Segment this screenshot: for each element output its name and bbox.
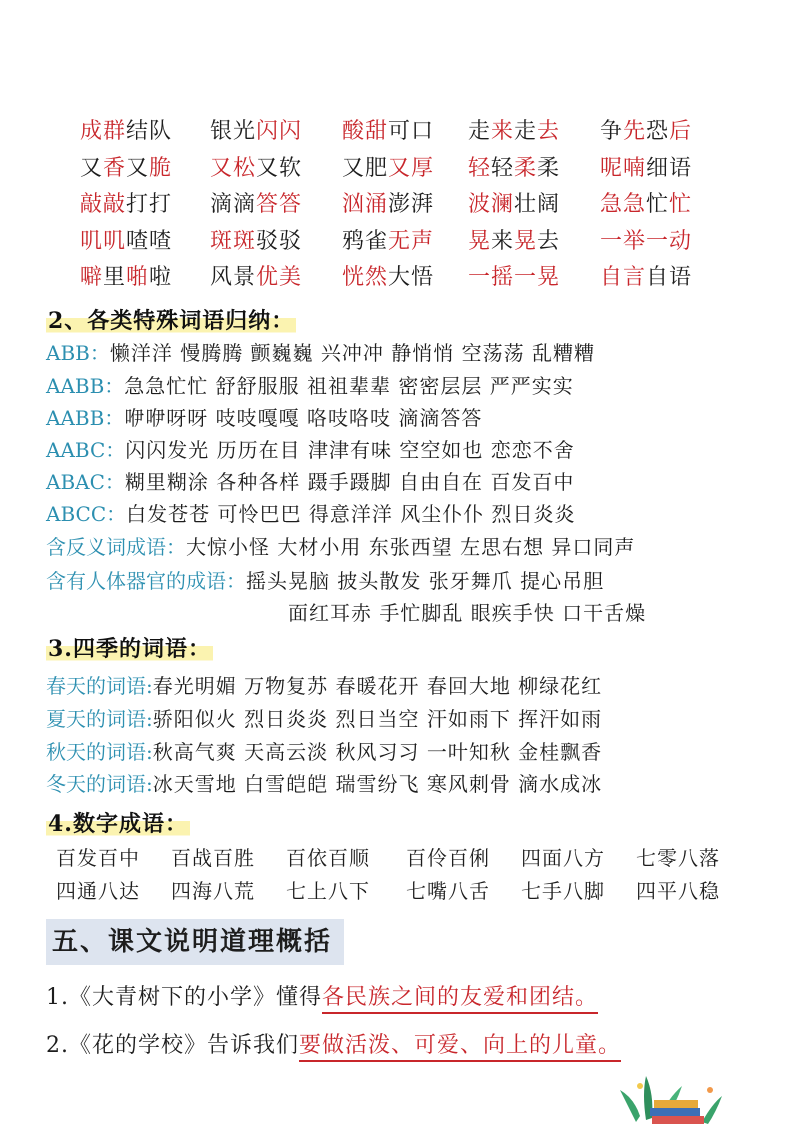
idiom-highlight: 叽叽: [80, 229, 127, 254]
idiom: [342, 114, 434, 145]
word-line: [46, 531, 635, 560]
idiom: [80, 151, 172, 182]
line-label: 秋天的词语:: [46, 740, 153, 764]
idiom-text: 又软: [256, 156, 303, 181]
sentence-2-highlight: 要做活泼、可爱、向上的儿童。: [299, 1033, 621, 1062]
sentence-2-prefix: 2.《花的学校》告诉我们: [46, 1033, 299, 1058]
idiom: [210, 151, 302, 182]
idiom-text: 柔: [537, 156, 561, 181]
number-idiom: 百发百中: [56, 846, 140, 870]
idiom-highlight: 又松: [210, 156, 257, 181]
idiom: [468, 151, 560, 182]
line-words: 面红耳赤 手忙脚乱 眼疾手快 口干舌燥: [288, 601, 647, 625]
number-idiom: 四海八荒: [171, 879, 255, 903]
idiom-highlight: 来: [491, 119, 515, 144]
idiom: [342, 151, 434, 182]
number-idiom-row: [56, 842, 746, 876]
number-idiom: 百战百胜: [171, 846, 255, 870]
idiom-highlight: 敲敲: [80, 192, 127, 217]
idiom-text: 恐: [646, 119, 670, 144]
idiom-text: 走: [514, 119, 538, 144]
idiom-text: 结队: [126, 119, 173, 144]
idiom-text: 打打: [126, 192, 173, 217]
idiom-highlight: 呢喃: [600, 156, 647, 181]
idiom: [210, 260, 302, 291]
idiom-highlight: 轻: [468, 156, 492, 181]
idiom-text: 里: [103, 265, 127, 290]
number-idiom: 四面八方: [521, 846, 605, 870]
line-label: AABB：: [46, 374, 125, 398]
number-idiom: 七手八脚: [521, 879, 605, 903]
idiom-highlight: 脆: [149, 156, 173, 181]
idiom: [210, 114, 302, 145]
word-line: [46, 670, 602, 699]
idiom-highlight: 自言: [600, 265, 647, 290]
idiom-text: 鸦雀: [342, 229, 389, 254]
idiom-text: 啦: [149, 265, 173, 290]
idiom: [600, 151, 692, 182]
idiom: [468, 187, 560, 218]
line-words: 大惊小怪 大材小用 东张西望 左思右想 异口同声: [186, 535, 636, 559]
idiom-highlight: 一摇一晃: [468, 265, 561, 290]
idiom-text: 可口: [388, 119, 435, 144]
sentence-1: [46, 980, 598, 1011]
line-words: 闪闪发光 历历在目 津津有味 空空如也 恋恋不舍: [125, 438, 575, 462]
idiom: [80, 187, 172, 218]
idiom-highlight: 波澜: [468, 192, 515, 217]
idiom-text: 来: [491, 229, 515, 254]
idiom-highlight: 又厚: [388, 156, 435, 181]
line-label: 夏天的词语:: [46, 707, 153, 731]
idiom-highlight: 成群: [80, 119, 127, 144]
line-label: ABCC：: [46, 502, 127, 526]
idiom-highlight: 晃: [468, 229, 492, 254]
idiom-highlight: 先: [623, 119, 647, 144]
section3-heading: 3.四季的词语：: [46, 632, 213, 663]
idiom-text: 风景: [210, 265, 257, 290]
idiom: [468, 224, 560, 255]
idiom: [600, 114, 692, 145]
word-line: [46, 370, 574, 399]
section2-heading: 2、各类特殊词语归纳：: [46, 304, 296, 335]
idiom-highlight: 香: [103, 156, 127, 181]
line-words: 春光明媚 万物复苏 春暖花开 春回大地 柳绿花红: [152, 674, 603, 698]
number-idiom: 七嘴八舌: [406, 879, 490, 903]
idiom-highlight: 晃: [514, 229, 538, 254]
number-idiom: 四通八达: [56, 879, 140, 903]
line-words: 咿咿呀呀 吱吱嘎嘎 咯吱咯吱 滴滴答答: [124, 406, 483, 430]
word-line: [46, 736, 602, 765]
idiom-highlight: 答答: [256, 192, 303, 217]
word-line: [46, 703, 602, 732]
word-line: [46, 434, 575, 463]
idiom-text: 忙: [646, 192, 670, 217]
idiom: [80, 224, 172, 255]
idiom-row: [80, 224, 720, 260]
idiom-highlight: 一举一动: [600, 229, 693, 254]
word-line: [46, 498, 576, 527]
word-line: [288, 597, 646, 626]
idiom: [342, 187, 434, 218]
word-line: [46, 402, 482, 431]
line-label: ABAC：: [46, 470, 125, 494]
idiom-text: 喳喳: [126, 229, 173, 254]
idiom: [80, 260, 172, 291]
idiom-text: 又: [126, 156, 150, 181]
idiom: [600, 224, 692, 255]
idiom-text: 驳驳: [256, 229, 303, 254]
idiom: [468, 260, 560, 291]
sentence-1-prefix: 1.《大青树下的小学》懂得: [46, 985, 322, 1010]
idiom-text: 自语: [646, 265, 693, 290]
line-words: 摇头晃脑 披头散发 张牙舞爪 提心吊胆: [246, 569, 605, 593]
line-words: 骄阳似火 烈日炎炎 烈日当空 汗如雨下 挥汗如雨: [152, 707, 603, 731]
number-idiom: 百依百顺: [286, 846, 370, 870]
idiom-highlight: 后: [669, 119, 693, 144]
idiom: [342, 260, 434, 291]
line-label: AABB：: [46, 406, 125, 430]
number-idiom: 百伶百俐: [406, 846, 490, 870]
idiom-highlight: 恍然: [342, 265, 389, 290]
line-words: 糊里糊涂 各种各样 蹑手蹑脚 自由自在 百发百中: [124, 470, 575, 494]
idiom: [210, 187, 302, 218]
line-label: 春天的词语:: [46, 674, 153, 698]
idiom-text: 澎湃: [388, 192, 435, 217]
idiom-highlight: 无声: [388, 229, 435, 254]
idiom-highlight: 汹涌: [342, 192, 389, 217]
number-idiom: 七零八落: [636, 846, 720, 870]
idiom-highlight: 闪闪: [256, 119, 303, 144]
line-label: 冬天的词语:: [46, 772, 153, 796]
line-label: 含反义词成语：: [46, 535, 186, 559]
idiom-text: 又: [80, 156, 104, 181]
idiom: [210, 224, 302, 255]
line-words: 冰天雪地 白雪皑皑 瑞雪纷飞 寒风刺骨 滴水成冰: [152, 772, 603, 796]
idiom-highlight: 噼: [80, 265, 104, 290]
idiom: [80, 114, 172, 145]
word-line: [46, 466, 574, 495]
line-words: 懒洋洋 慢腾腾 颤巍巍 兴冲冲 静悄悄 空荡荡 乱糟糟: [109, 341, 595, 365]
idiom-row: [80, 114, 720, 150]
word-line: [46, 565, 604, 594]
idiom-highlight: 去: [537, 119, 561, 144]
word-line: [46, 768, 602, 797]
idiom-highlight: 啪: [126, 265, 150, 290]
line-words: 急急忙忙 舒舒服服 祖祖辈辈 密密层层 严严实实: [124, 374, 574, 398]
idiom-text: 去: [537, 229, 561, 254]
idiom: [600, 260, 692, 291]
idiom-text: 争: [600, 119, 624, 144]
section5-heading: 五、课文说明道理概括: [46, 919, 344, 965]
idiom: [600, 187, 692, 218]
idiom-row: [80, 187, 720, 223]
number-idiom: 七上八下: [286, 879, 370, 903]
line-words: 秋高气爽 天高云淡 秋风习习 一叶知秋 金桂飘香: [152, 740, 603, 764]
idiom-text: 走: [468, 119, 492, 144]
idiom: [342, 224, 434, 255]
line-words: 白发苍苍 可怜巴巴 得意洋洋 风尘仆仆 烈日炎炎: [126, 502, 576, 526]
books-plant-icon: [616, 1072, 726, 1128]
idiom-highlight: 柔: [514, 156, 538, 181]
idiom-highlight: 优美: [256, 265, 303, 290]
idiom-text: 大悟: [388, 265, 435, 290]
sentence-2: [46, 1028, 621, 1059]
number-idiom: 四平八稳: [636, 879, 720, 903]
idiom-highlight: 酸甜: [342, 119, 389, 144]
idiom-highlight: 斑斑: [210, 229, 257, 254]
idiom-highlight: 忙: [669, 192, 693, 217]
idiom-text: 细语: [646, 156, 693, 181]
idiom-row: [80, 260, 720, 296]
line-label: AABC：: [46, 438, 126, 462]
word-line: [46, 337, 595, 366]
idiom-text: 银光: [210, 119, 257, 144]
idiom-highlight: 急急: [600, 192, 647, 217]
idiom-text: 滴滴: [210, 192, 257, 217]
line-label: 含有人体器官的成语：: [46, 569, 246, 593]
idiom-text: 壮阔: [514, 192, 561, 217]
sentence-1-highlight: 各民族之间的友爱和团结。: [322, 985, 598, 1014]
idiom-text: 又肥: [342, 156, 389, 181]
line-label: ABB：: [46, 341, 110, 365]
idiom-text: 轻: [491, 156, 515, 181]
number-idiom-row: [56, 875, 746, 909]
idiom: [468, 114, 560, 145]
idiom-row: [80, 151, 720, 187]
section4-heading: 4.数字成语：: [46, 807, 190, 838]
